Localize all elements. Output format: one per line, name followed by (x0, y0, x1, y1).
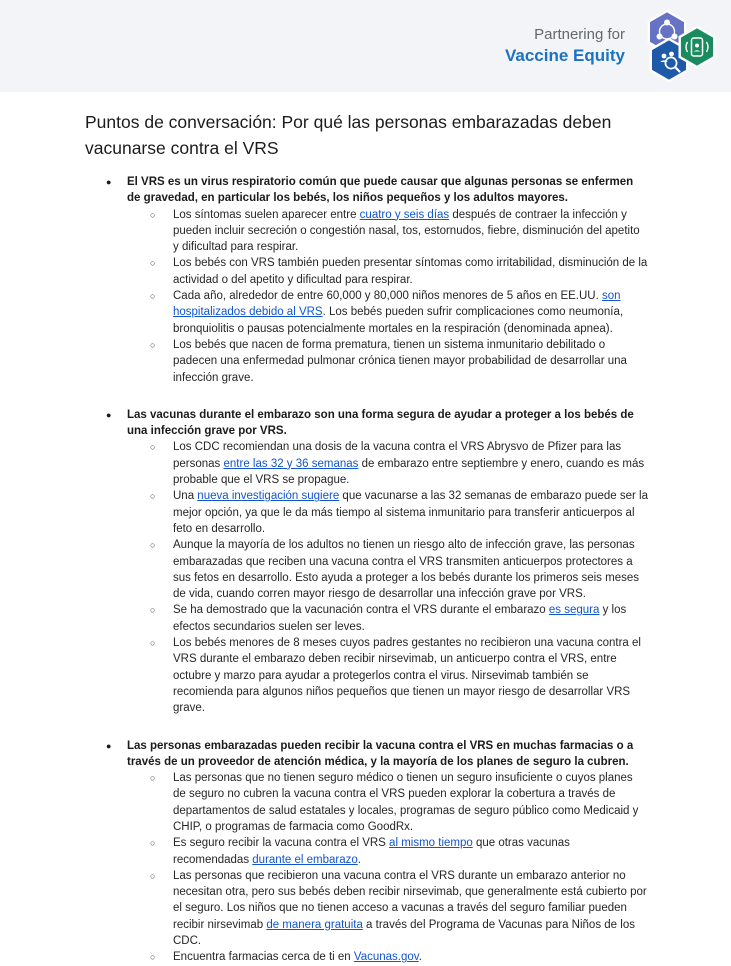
sub-bullet-icon: ○ (150, 870, 156, 881)
list-item (85, 288, 648, 337)
list-item-text (173, 537, 648, 602)
text-run: Una (173, 490, 198, 503)
list-item-text (173, 949, 648, 965)
inline-link[interactable]: entre las 32 y 36 semanas (223, 457, 359, 470)
list-item (85, 770, 648, 835)
text-run: . Los bebés pueden sufrir complicaciones como neumonía, bronquiolitis o pausas potencialmente mortales en la respiración (denominada apnea). (173, 306, 624, 335)
logo-tagline: Partnering for (534, 26, 625, 43)
sub-bullet-icon: ○ (150, 952, 156, 963)
sub-bullet-icon: ○ (150, 773, 156, 784)
text-run: a través del Programa de Vacunas para Niños de los CDC. (173, 918, 635, 948)
text-run: de embarazo entre septiembre y enero, cuando es más probable que el VRS se propague. (173, 457, 645, 487)
list-item (85, 439, 648, 488)
text-run: que otras vacunas recomendadas (173, 837, 570, 866)
list-item-text (173, 255, 648, 288)
bullet-section (85, 738, 648, 966)
inline-link[interactable]: son hospitalizados debido al VRS (173, 290, 621, 319)
main-bullet-icon: ● (106, 177, 112, 187)
text-run: Aunque la mayoría de los adultos no tienen un riesgo alto de infección grave, las personas embarazadas que reciben una vacuna contra el VRS transmiten anticuerpos protectores a sus fetos en desarrollo. Esto ayuda a proteger a los bebés durante los primeros seis meses de vida, cuando corren mayor riesgo de desarrollar una infección grave por VRS. (173, 539, 639, 601)
list-item (85, 949, 648, 965)
section-heading: El VRS es un virus respiratorio común que puede causar que algunas personas se enfermen de gravedad, en particular los bebés, los niños pequeños y los adultos mayores. (127, 176, 634, 205)
text-run: y los efectos secundarios suelen ser leves. (173, 604, 627, 633)
inline-link[interactable]: durante el embarazo (252, 853, 358, 866)
section-heading: Las vacunas durante el embarazo son una forma segura de ayudar a proteger a los bebés de una infección grave por VRS. (127, 408, 634, 438)
list-item (85, 488, 648, 537)
text-run: . (357, 853, 361, 866)
document-body (0, 92, 731, 966)
sub-bullet-icon: ○ (150, 442, 156, 453)
list-item-text (173, 835, 648, 868)
list-item (85, 835, 648, 868)
sub-bullet-icon: ○ (150, 209, 156, 220)
logo-hexagons-icon (633, 7, 719, 85)
list-item (85, 635, 648, 716)
list-item (85, 337, 648, 386)
list-item (85, 207, 648, 256)
main-bullet-icon: ● (106, 740, 112, 751)
list-item-text (173, 288, 648, 337)
list-item-text (173, 439, 648, 488)
list-item-text (173, 770, 648, 835)
inline-link[interactable]: al mismo tiempo (389, 837, 473, 850)
text-run: Cada año, alrededor de entre 60,000 y 80,000 niños menores de 5 años en EE.UU. (173, 290, 602, 303)
text-run: Los bebés con VRS también pueden presentar síntomas como irritabilidad, disminución de la actividad o del apetito y dificultad para respirar. (173, 257, 648, 286)
text-run: . (418, 951, 422, 964)
sub-bullet-icon: ○ (150, 339, 156, 350)
section-bullet-row (85, 407, 648, 440)
list-item-text (173, 337, 648, 386)
page-title: Puntos de conversación: Por qué las personas embarazadas deben vacunarse contra el VRS (85, 112, 612, 158)
bullet-section (85, 174, 648, 386)
inline-link[interactable]: nueva investigación sugiere (197, 490, 340, 503)
list-item-text (173, 488, 648, 537)
inline-link[interactable]: Vacunas.gov (353, 951, 419, 964)
list-item-text (173, 207, 648, 256)
inline-link[interactable]: es segura (548, 604, 600, 617)
sub-bullet-icon: ○ (150, 491, 156, 502)
list-item-text (173, 635, 648, 716)
list-item (85, 537, 648, 602)
text-run: Los bebés menores de 8 meses cuyos padres gestantes no recibieron una vacuna contra el VRS durante el embarazo deben recibir nirsevimab, un anticuerpo contra el VRS, entre octubre y marzo para ayudar a protegerlos contra el virus. Nirsevimab también se recomienda para algunos niños pequeños que tienen un mayor riesgo de desarrollar VRS grave. (173, 637, 641, 715)
list-item-text (173, 868, 648, 949)
sub-bullet-icon: ○ (150, 605, 156, 616)
vaccine-equity-logo (505, 7, 719, 85)
section-bullet-row (85, 174, 648, 207)
text-run: Los síntomas suelen aparecer entre (173, 208, 360, 221)
sub-bullet-icon: ○ (150, 638, 156, 649)
sections (85, 174, 648, 966)
inline-link[interactable]: cuatro y seis días (359, 208, 450, 221)
main-bullet-icon: ● (106, 409, 112, 420)
bullet-section (85, 407, 648, 717)
section-heading: Las personas embarazadas pueden recibir la vacuna contra el VRS en muchas farmacias o a través de un proveedor de atención médica, y la mayoría de los planes de seguro la cubren. (127, 739, 634, 768)
page-header (0, 0, 731, 92)
text-run: Los CDC recomiendan una dosis de la vacuna contra el VRS Abrysvo de Pfizer para las personas (173, 441, 622, 470)
sub-bullet-icon: ○ (150, 540, 156, 551)
text-run: Las personas que recibieron una vacuna contra el VRS durante un embarazo anterior no necesitan otra, pero sus bebés deben recibir nirsevimab, que generalmente está cubierto por el seguro. Los niños que no tienen acceso a vacunas a través del seguro familiar pueden recibir nirsevimab (173, 869, 647, 931)
list-item-text (173, 602, 648, 635)
text-run: Las personas que no tienen seguro médico o tienen un seguro insuficiente o cuyos planes de seguro no cubren la vacuna contra el VRS pueden explorar la cobertura a través de departamentos de salud estatales y locales, programas de seguro público como Medicaid y CHIP, o programas de farmacia como GoodRx. (173, 772, 639, 833)
text-run: Los bebés que nacen de forma prematura, tienen un sistema inmunitario debilitado o padecen una enfermedad pulmonar crónica tienen mayor probabilidad de desarrollar una infección grave. (173, 338, 627, 384)
logo-title: Vaccine Equity (505, 45, 625, 65)
sub-bullet-icon: ○ (150, 258, 156, 269)
sub-bullet-icon: ○ (150, 838, 156, 849)
text-run: que vacunarse a las 32 semanas de embarazo puede ser la mejor opción, ya que le da más tiempo al sistema inmunitario para transferir anticuerpos al feto en desarrollo. (173, 490, 649, 535)
text-run: después de contraer la infección y pueden incluir secreción o congestión nasal, tos, estornudos, fiebre, disminución del apetito y dificultad para respirar. (173, 208, 640, 254)
logo-text (505, 26, 625, 66)
text-run: Encuentra farmacias cerca de ti en (173, 951, 354, 964)
text-run: Es seguro recibir la vacuna contra el VRS (173, 837, 390, 850)
list-item (85, 602, 648, 635)
sub-bullet-icon: ○ (150, 291, 156, 302)
section-bullet-row (85, 738, 648, 771)
list-item (85, 255, 648, 288)
list-item (85, 868, 648, 949)
inline-link[interactable]: de manera gratuita (266, 918, 363, 931)
text-run: Se ha demostrado que la vacunación contra el VRS durante el embarazo (173, 604, 549, 617)
